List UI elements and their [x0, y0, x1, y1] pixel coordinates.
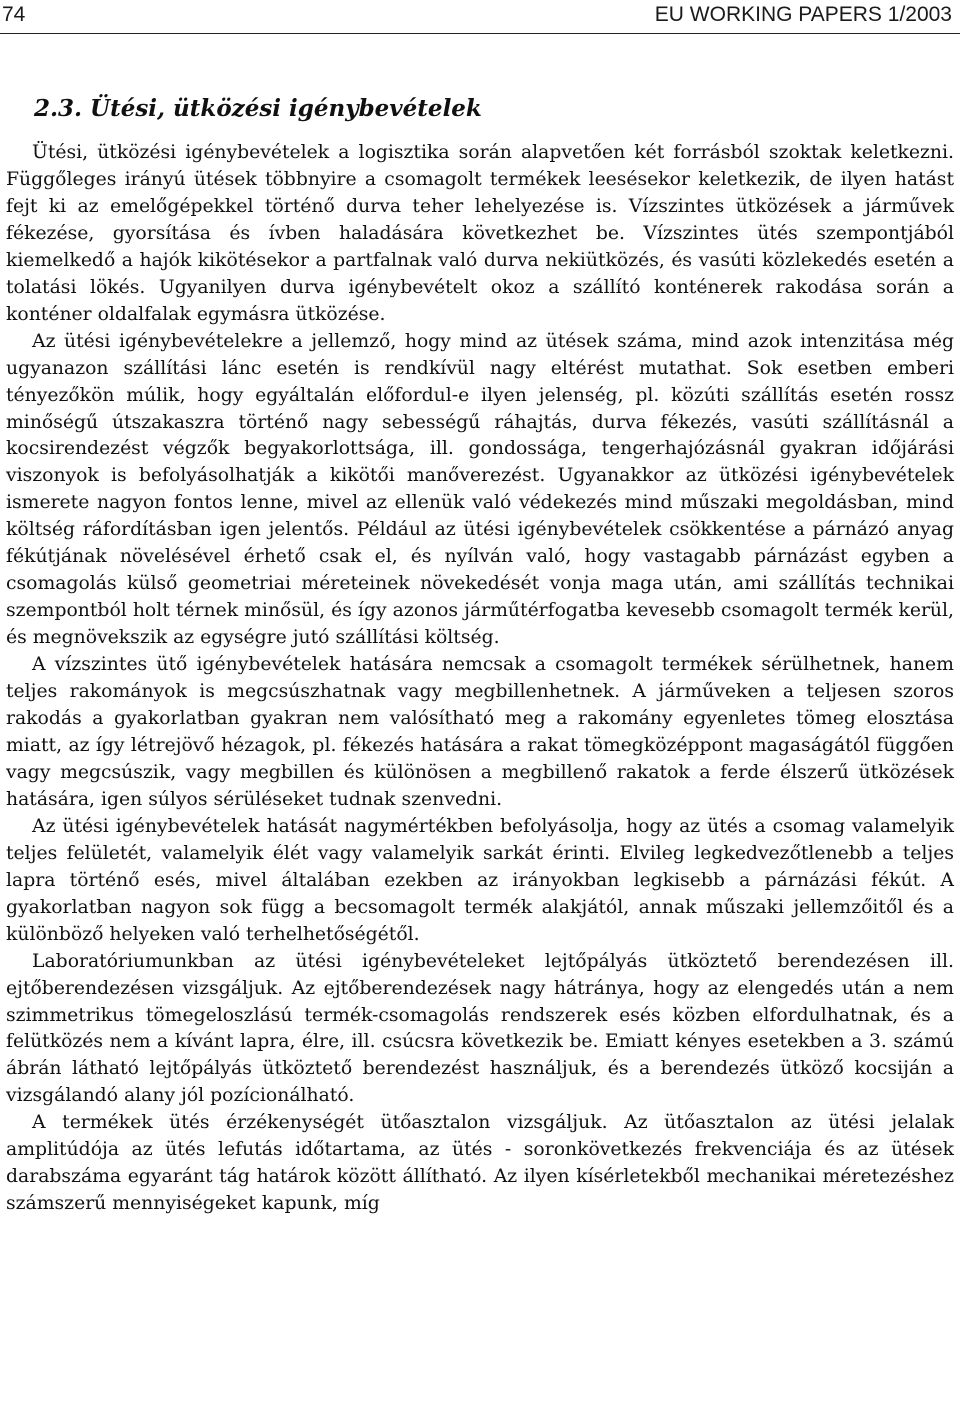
section-heading: 2.3. Ütési, ütközési igénybevételek [34, 95, 482, 122]
body-text [6, 140, 954, 1218]
paragraph-6: A termékek ütés érzékenységét ütőasztalon vizsgáljuk. Az ütőasztalon az ütési jelalak amplitúdója az ütés lefutás időtartama, az ütés - soronkövetkezés frekvenciája és az ütések darabszáma egyaránt tág határok között állítható. Az ilyen kísérletekből mechanikai méretezéshez számszerű mennyiségeket kapunk, míg [6, 1112, 954, 1215]
paragraph-1: Ütési, ütközési igénybevételek a logisztika során alapvetően két forrásból szoktak keletkezni. Függőleges irányú ütések többnyire a csomagolt termékek leesésekor keletkezik, de ilyen hatást fejt ki az emelőgépekkel történő durva teher lehelyezése is. Vízszintes ütközések a járművek fékezése, gyorsítása és ívben haladására következhet be. Vízszintes ütés szempontjából kiemelkedő a hajók kikötésekor a partfalnak való durva nekiütközés, és vasúti közlekedés esetén a tolatási lökés. Ugyanilyen durva igénybevételt okoz a szállító konténerek rakodása során a konténer oldalfalak egymásra ütközése. [6, 142, 954, 325]
paragraph-2: Az ütési igénybevételekre a jellemző, hogy mind az ütések száma, mind azok intenzitása még ugyanazon szállítási lánc esetén is rendkívül nagy eltérést mutathat. Sok esetben emberi tényezőkön múlik, hogy egyáltalán előfordul-e ilyen jelenség, pl. közúti szállítás esetén rossz minőségű útszakaszra történő nagy sebességű ráhajtás, durva fékezés, vasúti szállításnál a kocsirendezést végzők begyakorlottsága, ill. gondossága, tengerhajózásnál gyakran időjárási viszonyok is befolyásolhatják a kikötői manőverezést. Ugyanakkor az ütközési igénybevételek ismerete nagyon fontos lenne, mivel az ellenük való védekezés mind műszaki megoldásban, mind költség ráfordításban igen jelentős. Például az ütési igénybevételek csökkentése a párnázó anyag fékútjának növelésével érhető csak el, és nyílván való, hogy vastagabb párnázást egyben a csomagolás külső geometriai méreteinek növekedését vonja maga után, ami szállítás technikai szempontból holt térnek minősül, és így azonos járműtérfogatba kevesebb csomagolt termék kerül, és megnövekszik az egységre jutó szállítási költség. [6, 330, 954, 649]
page-header [0, 0, 960, 34]
paragraph-4: Az ütési igénybevételek hatását nagymértékben befolyásolja, hogy az ütés a csomag valamelyik teljes felületét, valamelyik élét vagy valamelyik sarkát érinti. Elvileg legkedvezőtlenebb a teljes lapra történő esés, mivel általában ezekben az irányokban legkisebb a párnázási fékút. A gyakorlatban nagyon sok függ a becsomagolt termék alakjától, annak műszaki jellemzőitől és a különböző helyeken való terhelhetőségétől. [6, 815, 954, 945]
running-title: EU WORKING PAPERS 1/2003 [654, 3, 952, 26]
paragraph-5: Laboratóriumunkban az ütési igénybevételeket lejtőpályás ütköztető berendezésen ill. ejtőberendezésen vizsgáljuk. Az ejtőberendezések nagy hátránya, hogy az elengedés után a nem szimmetrikus tömegeloszlású termék-csomagolás rendszerek esés közben elfordulhatnak, és a felütközés nem a kívánt lapra, élre, ill. csúcsra következik be. Emiatt kényes esetekben a 3. számú ábrán látható lejtőpályás ütköztető berendezést használjuk, és a berendezés ütköző kocsiján a vizsgálandó alany jól pozícionálható. [6, 950, 954, 1107]
page-number: 74 [2, 3, 26, 26]
paragraph-3: A vízszintes ütő igénybevételek hatására nemcsak a csomagolt termékek sérülhetnek, hanem teljes rakományok is megcsúszhatnak vagy megbillenhetnek. A járműveken a teljesen szoros rakodás a gyakorlatban gyakran nem valósítható meg a rakomány egyenletes tömeg elosztása miatt, az így létrejövő hézagok, pl. fékezés hatására a rakat tömegközéppont magaságától függően vagy megcsúszik, vagy megbillen és különösen a megbillenő rakatok a ferde élszerű ütközések hatására, igen súlyos sérüléseket tudnak szenvedni. [6, 654, 954, 810]
